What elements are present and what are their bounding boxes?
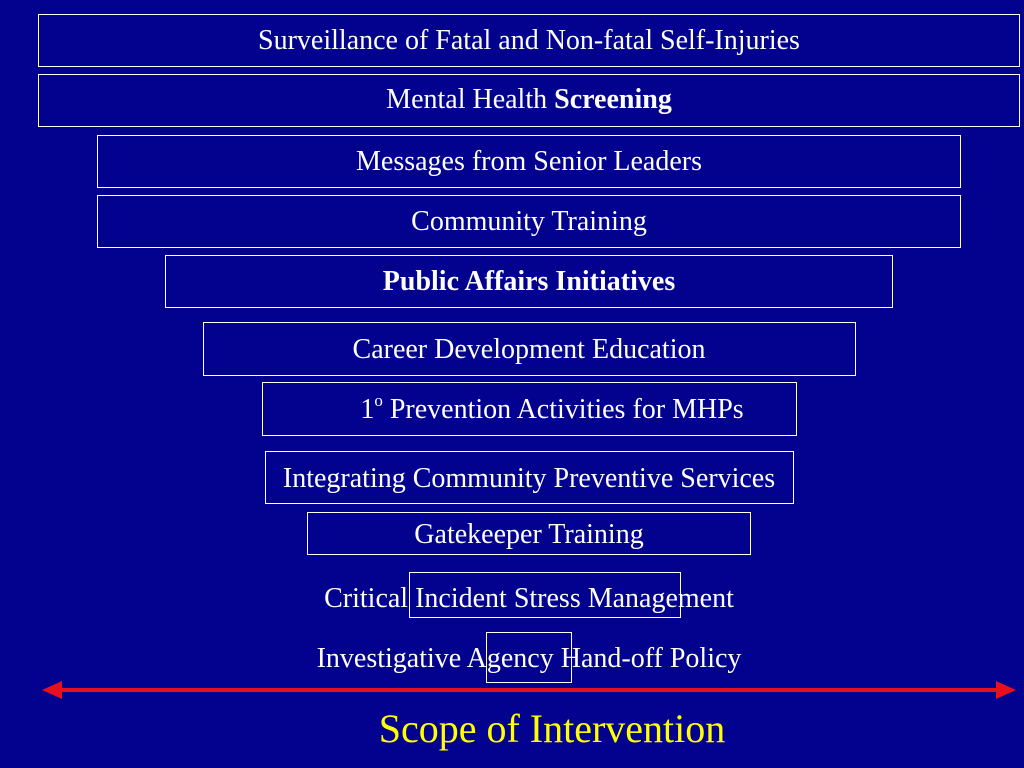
item-label-community-training bbox=[411, 206, 647, 238]
item-text: Career Development Education bbox=[352, 334, 706, 365]
item-text: Mental Health bbox=[386, 84, 555, 115]
item-text: Prevention Activities for MHPs bbox=[382, 394, 744, 425]
item-label-mental-health-screening bbox=[386, 84, 672, 116]
arrow-head-left bbox=[42, 681, 62, 699]
item-label-hand-off-policy bbox=[317, 643, 742, 675]
double-headed-arrow-icon bbox=[0, 675, 1024, 705]
scope-of-intervention-label: Scope of Intervention bbox=[378, 706, 726, 751]
item-text: Messages from Senior Leaders bbox=[355, 146, 703, 177]
item-label-senior-leaders bbox=[356, 146, 702, 178]
item-label-public-affairs bbox=[383, 266, 675, 298]
item-text: Surveillance of Fatal and Non-fatal Self-Injuries bbox=[258, 25, 800, 56]
item-text: Critical Incident Stress Management bbox=[324, 583, 734, 614]
item-text: Gatekeeper Training bbox=[414, 519, 644, 550]
item-label-surveillance bbox=[258, 25, 800, 57]
item-label-gatekeeper-training bbox=[414, 519, 643, 551]
item-label-critical-incident bbox=[324, 583, 734, 615]
item-text: Investigative Agency Hand-off Policy bbox=[316, 643, 742, 674]
item-label-prevention-mhps bbox=[360, 390, 744, 426]
item-text: Community Training bbox=[411, 206, 647, 237]
item-label-career-development bbox=[353, 334, 706, 366]
item-text-prefix: 1 bbox=[360, 394, 375, 425]
item-text-bold: Public Affairs Initiatives bbox=[382, 266, 676, 297]
superscript-o: o bbox=[374, 390, 383, 410]
item-label-integrating-services bbox=[283, 463, 775, 495]
item-text: Integrating Community Preventive Services bbox=[282, 463, 776, 494]
arrow-head-right bbox=[996, 681, 1016, 699]
item-text-bold: Screening bbox=[554, 84, 672, 115]
